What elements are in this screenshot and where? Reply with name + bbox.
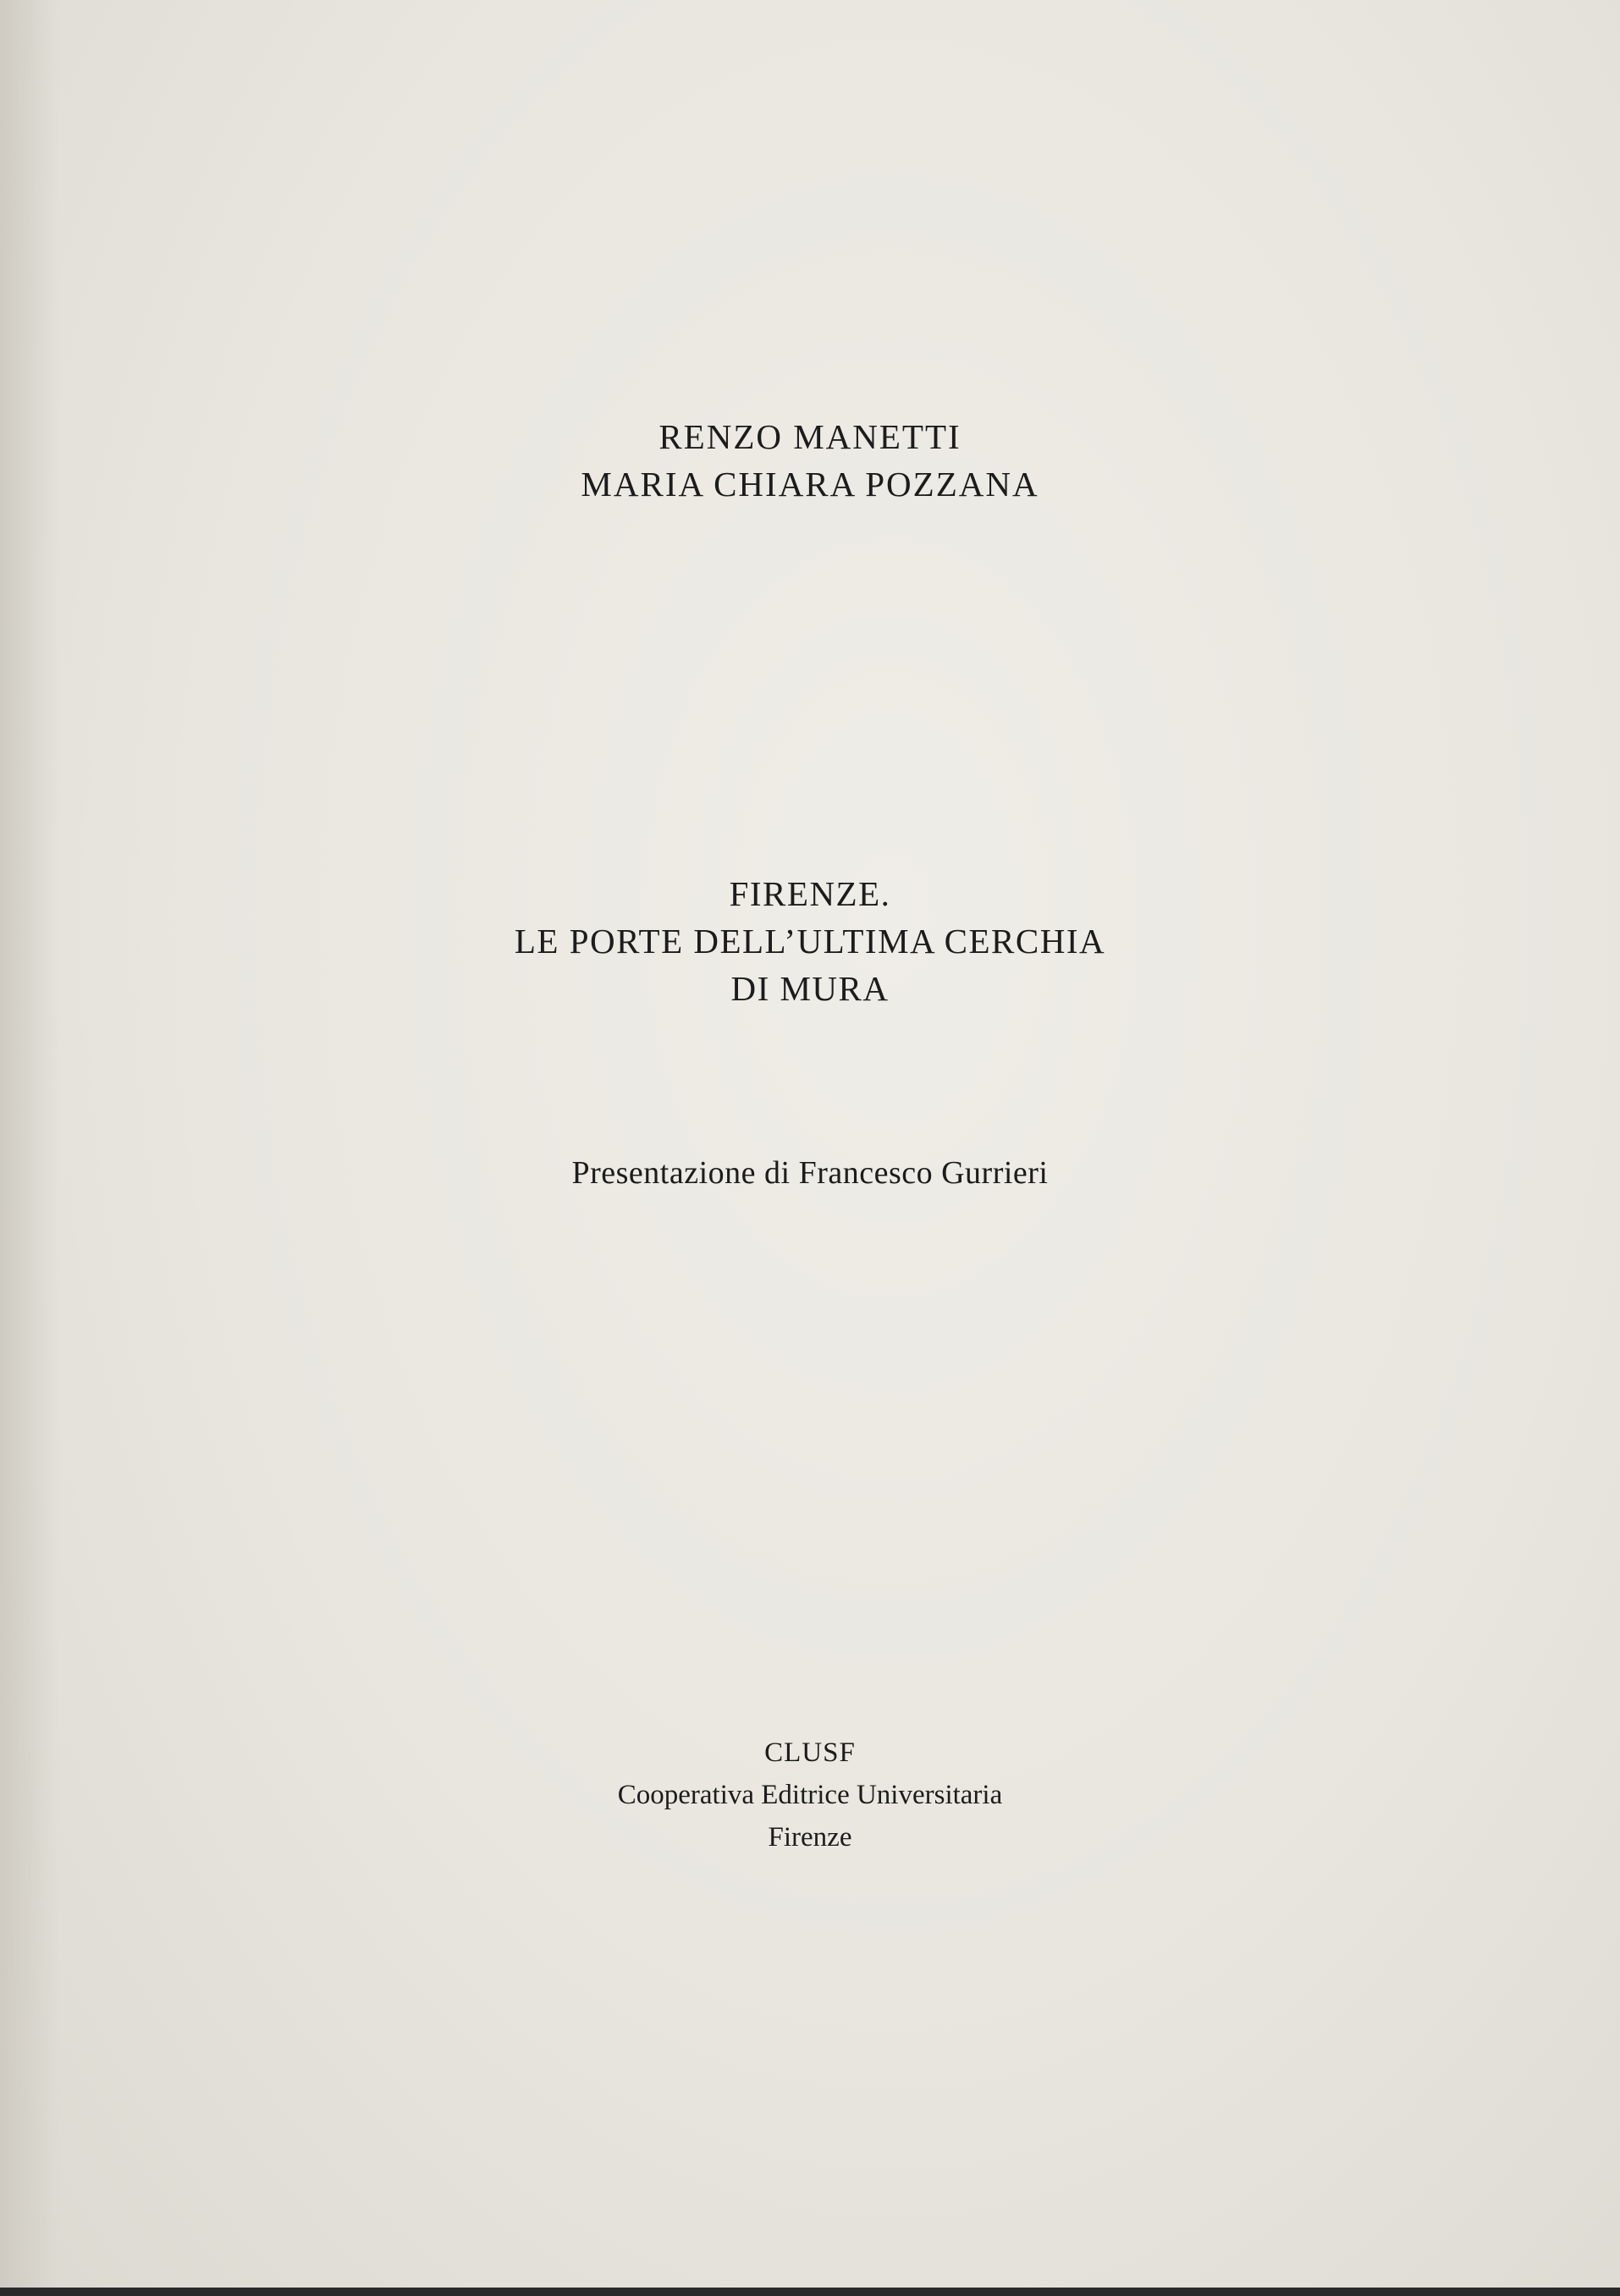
presentation-credit: Presentazione di Francesco Gurrieri	[571, 1155, 1049, 1191]
publisher-name: CLUSF	[764, 1737, 856, 1768]
title-line: DI MURA	[730, 969, 890, 1008]
page-shadow-left	[0, 0, 59, 2296]
author-name: RENZO MANETTI	[658, 417, 962, 456]
authors-block	[0, 413, 1620, 508]
title-line: FIRENZE.	[729, 874, 891, 913]
publisher-block	[0, 1732, 1620, 1858]
author-name: MARIA CHIARA POZZANA	[581, 465, 1039, 504]
page-bottom-edge	[0, 2288, 1620, 2296]
publisher-city: Firenze	[768, 1822, 852, 1853]
publisher-full-name: Cooperativa Editrice Universitaria	[617, 1780, 1003, 1810]
book-title	[0, 870, 1620, 1012]
title-line: LE PORTE DELL’ULTIMA CERCHIA	[514, 922, 1106, 961]
